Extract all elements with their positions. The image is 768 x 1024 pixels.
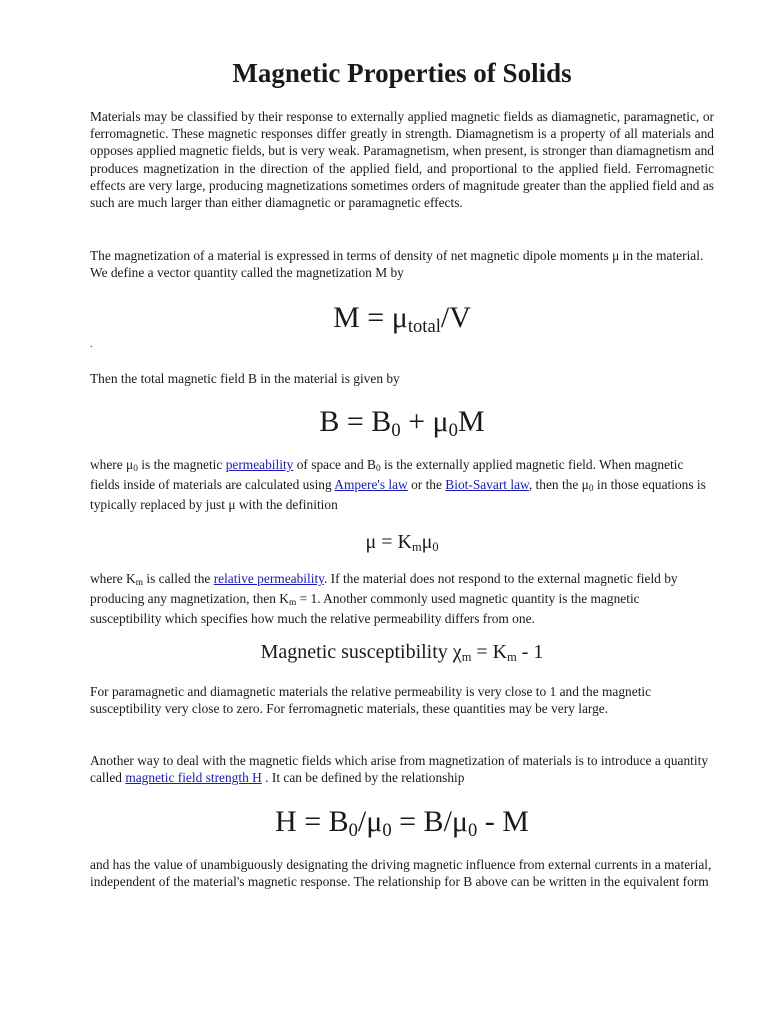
stray-dot: . (90, 339, 93, 350)
eq4-sub1: m (461, 650, 472, 665)
eq1-sub: total (407, 315, 441, 337)
p4-sub-2: 0 (375, 463, 381, 474)
amperes-law-link[interactable]: Ampere's law (334, 477, 408, 493)
eq2-sub1: 0 (391, 419, 401, 441)
p4-text-2: is the magnetic (137, 457, 226, 472)
p4-text-5: or the (407, 477, 446, 493)
eq5-part-d: - M (477, 805, 529, 838)
p7-text-1: Another way to deal with the magnetic fields which arise from magnetization of materials is to introduce a quantity called (90, 753, 709, 786)
eq3-sub1: m (411, 540, 422, 555)
eq3-sub2: 0 (432, 540, 439, 555)
p5-text-4: = 1. Another commonly used magnetic quantity is the magnetic susceptibility which specifies how much the relative permeability differs from one. (90, 591, 640, 627)
p4-text-1: where μ (90, 457, 134, 472)
magnetization-paragraph: The magnetization of a material is expressed in terms of density of net magnetic dipole moments μ in the material. We define a vector quantity called the magnetization M by (90, 248, 704, 281)
total-field-paragraph: Then the total magnetic field B in the material is given by (90, 371, 400, 386)
field-strength-paragraph (90, 752, 714, 786)
p5-text-3: . If the material does not respond to the external magnetic field by producing any magnetization, then K (90, 571, 678, 607)
magnetization-equation (90, 298, 714, 342)
susceptibility-equation (90, 638, 714, 668)
total-field-equation (90, 402, 714, 446)
eq5-sub2: 0 (382, 819, 392, 841)
eq3-part-a: μ = K (365, 531, 412, 553)
eq1-rhs: /V (440, 301, 471, 334)
eq4-part-c: - 1 (516, 641, 544, 663)
relative-permeability-link[interactable]: relative permeability (213, 571, 324, 586)
p4-text-6: , then the μ (528, 477, 589, 493)
p5-sub-1: m (135, 577, 144, 588)
intro-paragraph: Materials may be classified by their response to externally applied magnetic fields as diamagnetic, paramagnetic, or ferromagnetic. These magnetic responses differ greatly in strength. Diamagnetism is a property of all materials and opposes applied magnetic fields, but is very weak. Paramagnetism, when present, is stronger than diamagnetism and produces magnetization in the direction of the applied field, and proportional to the applied field. Ferromagnetic effects are very large, producing magnetizations sometimes orders of magnitude greater than the applied field and as such are much larger than either diamagnetic or paramagnetic effects. (90, 109, 714, 211)
page-title: Magnetic Properties of Solids (232, 58, 572, 88)
eq2-part-a: B = B (319, 405, 392, 438)
p7-text-2: . It can be defined by the relationship (261, 770, 465, 786)
p5-text-1: where K (90, 571, 136, 586)
p4-text-4: is the externally applied magnetic field. When magnetic fields inside of materials are calculated using (90, 457, 684, 493)
permeability-paragraph (90, 456, 714, 514)
p4-sub-3: 0 (588, 484, 594, 495)
eq4-part-b: = K (471, 641, 508, 663)
eq4-part-a: Magnetic susceptibility χ (260, 641, 462, 663)
susceptibility-paragraph: For paramagnetic and diamagnetic materials the relative permeability is very close to 1 and the magnetic susceptibility very close to zero. For ferromagnetic materials, these quantities may be very large. (90, 684, 652, 717)
eq5-part-a: H = B (275, 805, 349, 838)
eq4-sub2: m (507, 650, 517, 665)
eq5-part-c: = B/μ (391, 805, 468, 838)
p4-text-3: of space and B (293, 457, 376, 472)
p5-text-2: is called the (143, 571, 214, 586)
relative-permeability-equation (90, 528, 714, 558)
p4-sub-1: 0 (133, 463, 138, 474)
relative-permeability-paragraph (90, 570, 714, 628)
eq5-sub3: 0 (468, 819, 478, 841)
permeability-link[interactable]: permeability (225, 457, 294, 472)
eq2-sub2: 0 (448, 419, 458, 441)
eq1-lhs: M = μ (333, 301, 408, 334)
eq5-sub1: 0 (348, 819, 358, 841)
equivalent-form-paragraph: and has the value of unambiguously designating the driving magnetic influence from external currents in a material, independent of the material's magnetic response. The relationship for B above can be written in the equivalent form (90, 857, 712, 890)
eq5-part-b: /μ (357, 805, 383, 838)
eq2-part-c: M (457, 405, 485, 438)
eq3-part-b: μ (421, 531, 433, 553)
biot-savart-law-link[interactable]: Biot-Savart law (445, 477, 529, 493)
p4-text-7: in those equations is typically replaced by just μ with the definition (90, 477, 706, 513)
field-strength-equation (90, 802, 714, 846)
eq2-part-b: + μ (400, 405, 449, 438)
p5-sub-2: m (288, 598, 297, 609)
magnetic-field-strength-link[interactable]: magnetic field strength H (125, 770, 262, 786)
